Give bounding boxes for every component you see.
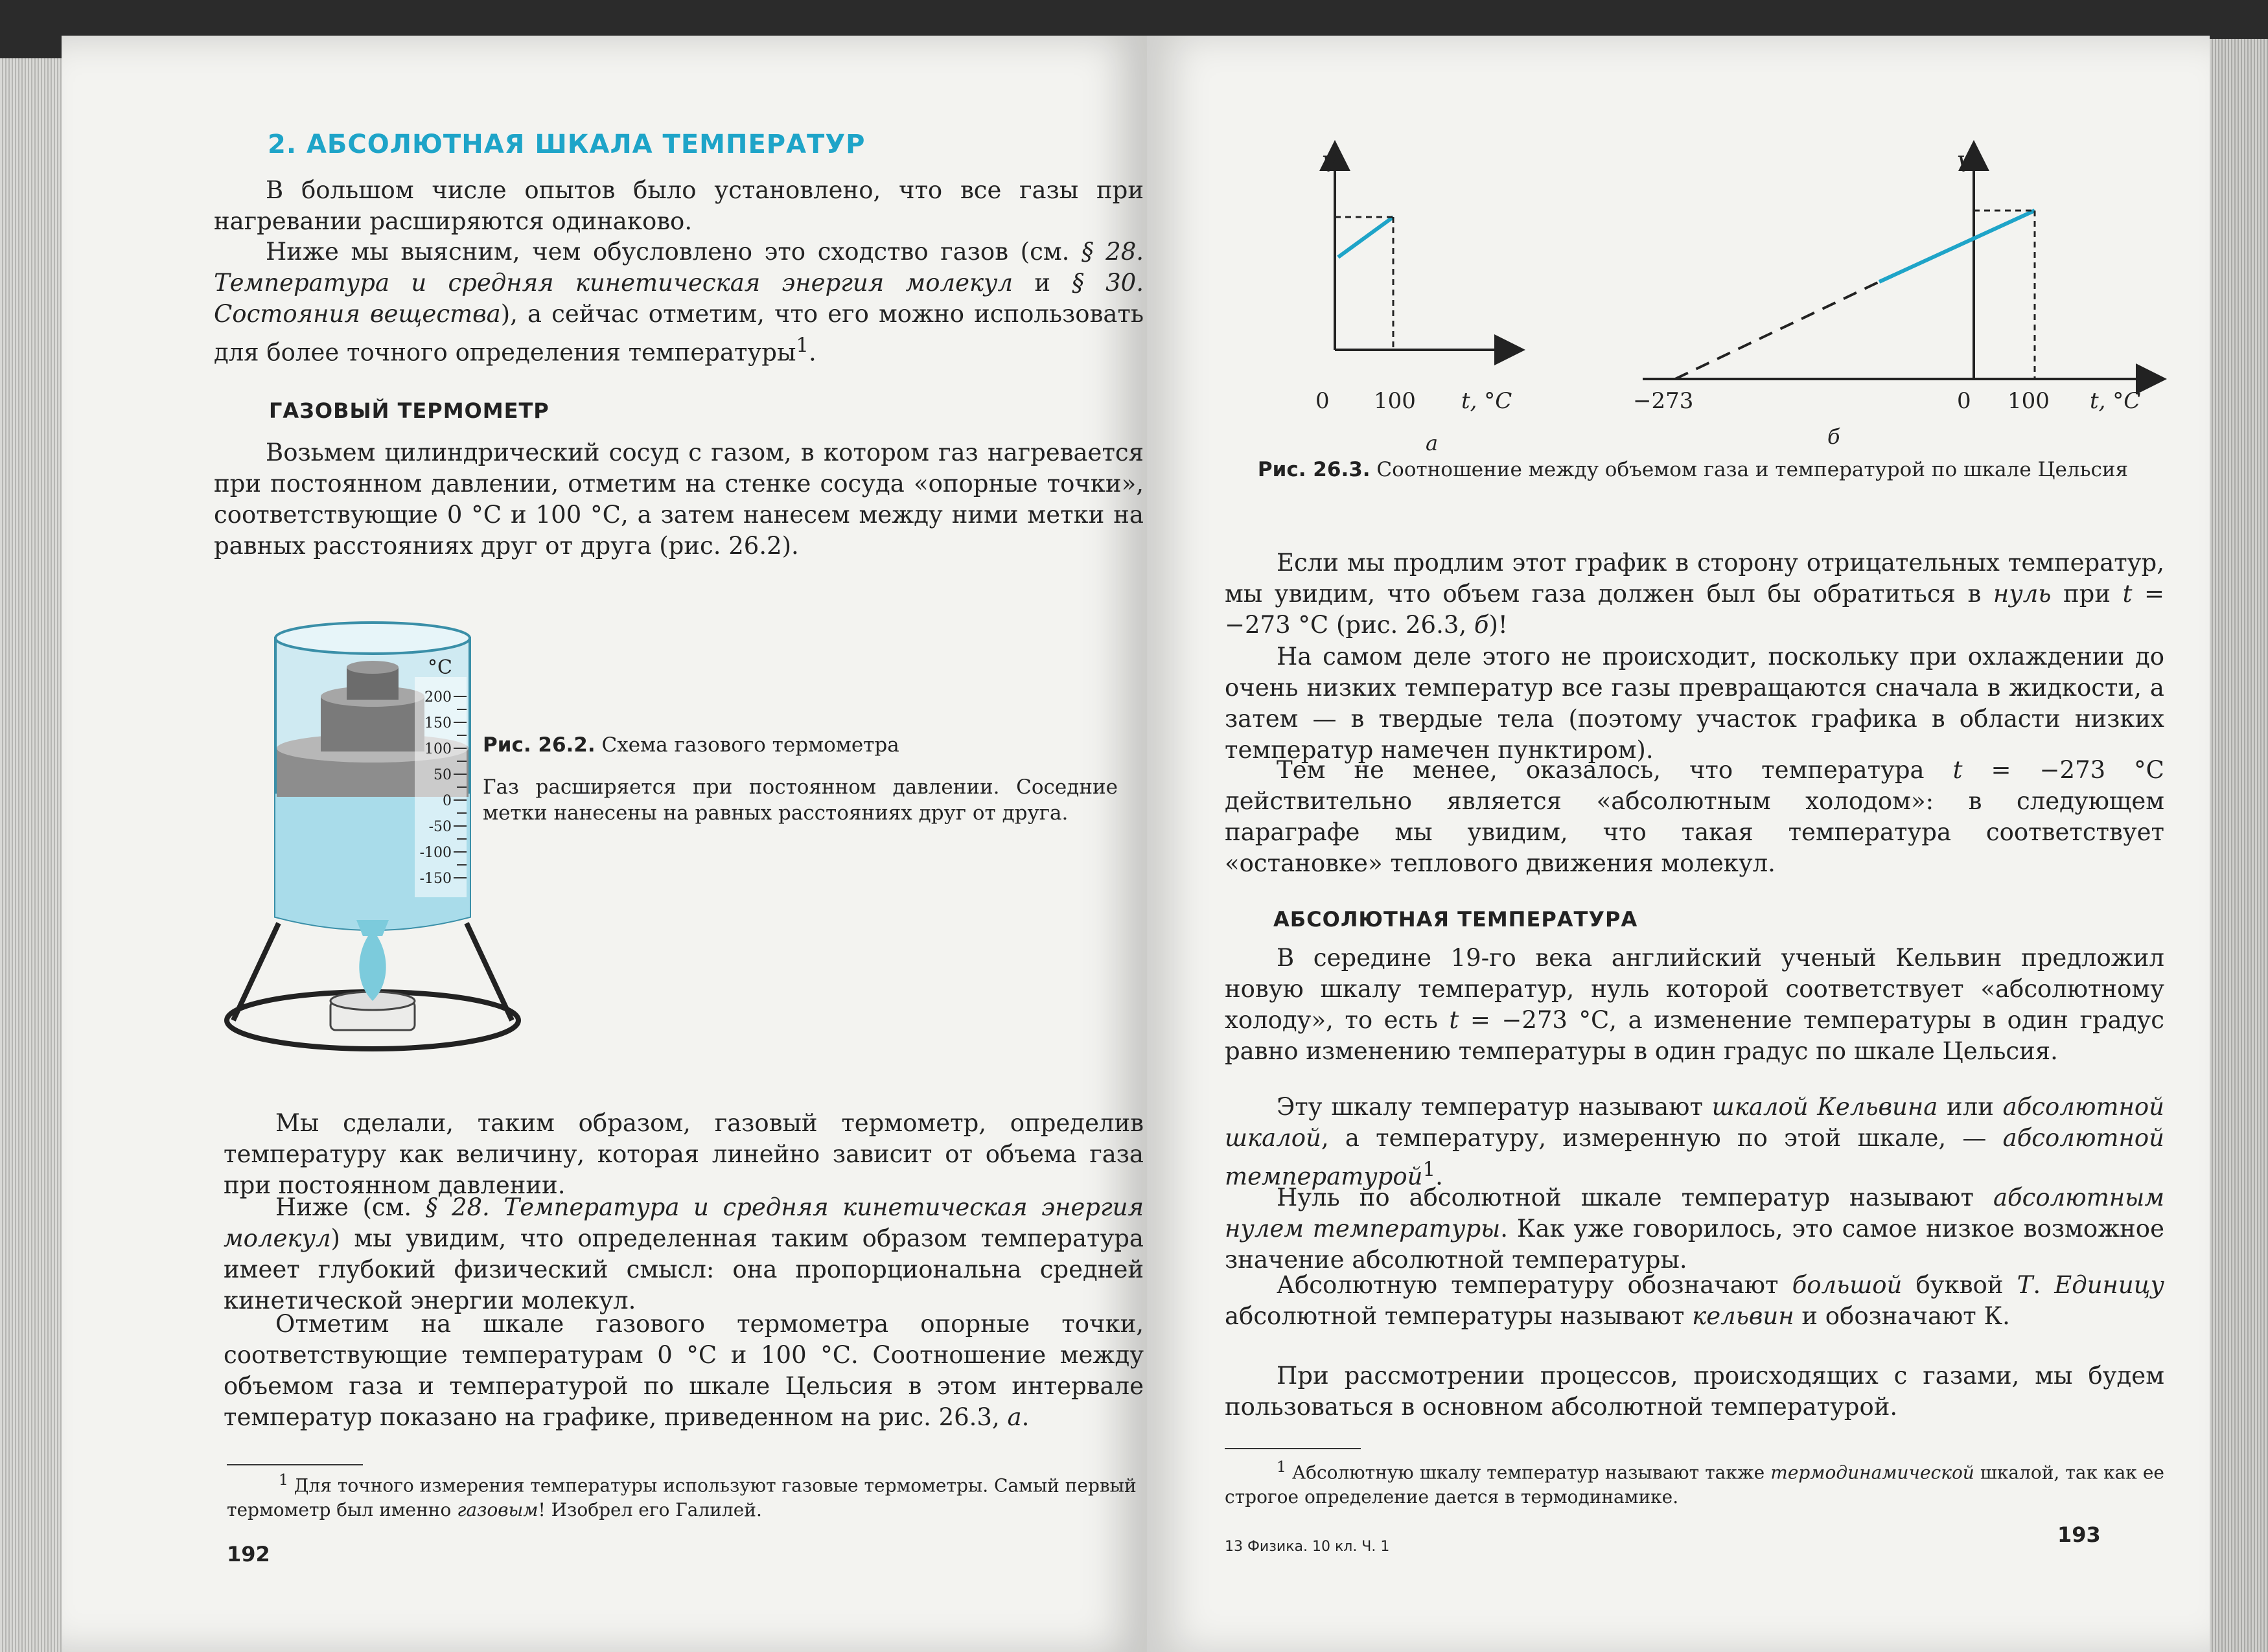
left-page bbox=[62, 36, 1147, 1652]
paragraph-6: Отметим на шкале газового термометра опорные точки, соответствующие температурам 0 °С и 100 °С. Соотношение между объемом газа и температурой по шкале Цельсия в этом интервале температур показано на графике, приведенном на рис. 26.3, а. bbox=[224, 1310, 1144, 1431]
figure-26-2-caption: Рис. 26.2. Схема газового термометра bbox=[483, 733, 899, 757]
paragraph-r7: Абсолютную температуру обозначают большой буквой Т. Единицу абсолютной температуры называют кельвин и обозначают К. bbox=[1225, 1271, 2165, 1330]
graph-a bbox=[1296, 113, 1529, 418]
graph-a-tick-100: 100 bbox=[1374, 388, 1416, 414]
section-heading: 2. АБСОЛЮТНАЯ ШКАЛА ТЕМПЕРАТУР bbox=[268, 130, 866, 159]
paragraph-2: Ниже мы выясним, чем обусловлено это сходство газов (см. § 28. Температура и средняя кинетическая энергия молекул и § 30. Состояния вещества), а сейчас отметим, что его можно использовать для более точного определения температуры$^1$. bbox=[214, 238, 1144, 367]
graph-b-y-label: V bbox=[1957, 152, 1973, 178]
printer-signature: 13 Физика. 10 кл. Ч. 1 bbox=[1225, 1539, 1390, 1555]
footnote-right: $^1$ Абсолютную шкалу температур называют также термодинамической шкалой, так как ее строгое определение дается в термодинамике. bbox=[1225, 1458, 2164, 1508]
scale-tick-label: -50 bbox=[428, 819, 452, 835]
paragraph-1: В большом числе опытов было установлено, что все газы при нагревании расширяются одинаково. bbox=[214, 176, 1144, 235]
subheading-gas-thermometer: ГАЗОВЫЙ ТЕРМОМЕТР bbox=[269, 398, 550, 423]
graph-a-x-label: t, °C bbox=[1461, 388, 1512, 414]
scale-tick-label: 100 bbox=[424, 741, 452, 757]
volume-line bbox=[1879, 211, 2035, 282]
gas-thermometer-illustration bbox=[217, 612, 528, 1072]
page-number-left: 192 bbox=[227, 1542, 270, 1566]
graph-b-sublabel: б bbox=[1827, 424, 1840, 449]
graph-a-tick-0: 0 bbox=[1315, 388, 1330, 414]
scale-tick-label: 50 bbox=[434, 767, 452, 783]
footnote-rule bbox=[1225, 1448, 1361, 1449]
graph-b-tick-0: 0 bbox=[1957, 388, 1971, 414]
scale-tick-label: 0 bbox=[443, 793, 452, 809]
footnote-left: $^1$ Для точного измерения температуры используют газовые термометры. Самый первый термометр был именно газовым! Изобрел его Галилей. bbox=[227, 1471, 1137, 1521]
paragraph-r4: В середине 19-го века английский ученый Кельвин предложил новую шкалу температур, нуль которой соответствует «абсолютному холоду», то есть t = −273 °С, а изменение температуры в один градус равно изменению температуры в один градус по шкале Цельсия. bbox=[1225, 944, 2164, 1065]
footnote-rule bbox=[227, 1464, 363, 1465]
volume-line bbox=[1338, 217, 1393, 257]
graph-b-tick-neg273: −273 bbox=[1633, 388, 1694, 414]
page-edges-right bbox=[2210, 39, 2268, 1652]
figure-26-3-caption: Рис. 26.3. Соотношение между объемом газа и температурой по шкале Цельсия bbox=[1257, 458, 2129, 481]
paragraph-3: Возьмем цилиндрический сосуд с газом, в котором газ нагревается при постоянном давлении, отметим на стенке сосуда «опорные точки», соответствующие 0 °С и 100 °С, а затем нанесем между ними метки на равных расстояниях друг от друга (рис. 26.2). bbox=[214, 439, 1144, 560]
paragraph-r5: Эту шкалу температур называют шкалой Кельвина или абсолютной шкалой, а температуру, измеренную по этой шкале, — абсолютной температурой$^1$. bbox=[1225, 1093, 2164, 1191]
paragraph-r6: Нуль по абсолютной шкале температур называют абсолютным нулем температуры. Как уже говорилось, это самое низкое возможное значение абсолютной температуры. bbox=[1225, 1184, 2164, 1274]
graph-a-sublabel: а bbox=[1426, 431, 1439, 455]
paragraph-4: Мы сделали, таким образом, газовый термометр, определив температуру как величину, которая линейно зависит от объема газа при постоянном давлении. bbox=[224, 1109, 1144, 1199]
scale-tick-label: -100 bbox=[419, 845, 452, 861]
paragraph-5: Ниже (см. § 28. Температура и средняя кинетическая энергия молекул) мы увидим, что определенная таким образом температура имеет глубокий физический смысл: она пропорциональна средней кинетической энергии молекул. bbox=[224, 1193, 1144, 1314]
scale-tick-label: 150 bbox=[424, 715, 452, 731]
scale-unit-label: °C bbox=[428, 656, 452, 679]
paragraph-r1: Если мы продлим этот график в сторону отрицательных температур, мы увидим, что объем газа должен был бы обратиться в нуль при t = −273 °С (рис. 26.3, б)! bbox=[1225, 549, 2165, 639]
paragraph-r2: На самом деле этого не происходит, поскольку при охлаждении до очень низких температур все газы превращаются сначала в жидкости, а затем — в твердые тела (поэтому участок графика в области низких температур намечен пунктиром). bbox=[1225, 643, 2164, 764]
right-page bbox=[1147, 36, 2210, 1652]
graph-a-y-label: V bbox=[1322, 152, 1338, 178]
graph-b bbox=[1633, 113, 2171, 418]
page-number-right: 193 bbox=[2057, 1522, 2101, 1547]
extrapolated-dashed-line bbox=[1675, 282, 1879, 379]
scale-tick-label: -150 bbox=[419, 871, 452, 887]
subheading-absolute-temperature: АБСОЛЮТНАЯ ТЕМПЕРАТУРА bbox=[1273, 907, 1638, 932]
paragraph-r3: Тем не менее, оказалось, что температура t = −273 °С действительно является «абсолютным холодом»: в следующем параграфе мы увидим, что такая температура соответствует «остановке» теплового движения молекул. bbox=[1225, 756, 2164, 877]
page-edges-left bbox=[0, 58, 62, 1652]
figure-26-2-description: Газ расширяется при постоянном давлении. Соседние метки нанесены на равных расстояниях друг от друга. bbox=[483, 775, 1118, 825]
graph-b-tick-100: 100 bbox=[2008, 388, 2050, 414]
scale-tick-label: 200 bbox=[424, 689, 452, 706]
graph-b-x-label: t, °C bbox=[2090, 388, 2141, 414]
paragraph-r8: При рассмотрении процессов, происходящих с газами, мы будем пользоваться в основном абсолютной температурой. bbox=[1225, 1362, 2164, 1421]
